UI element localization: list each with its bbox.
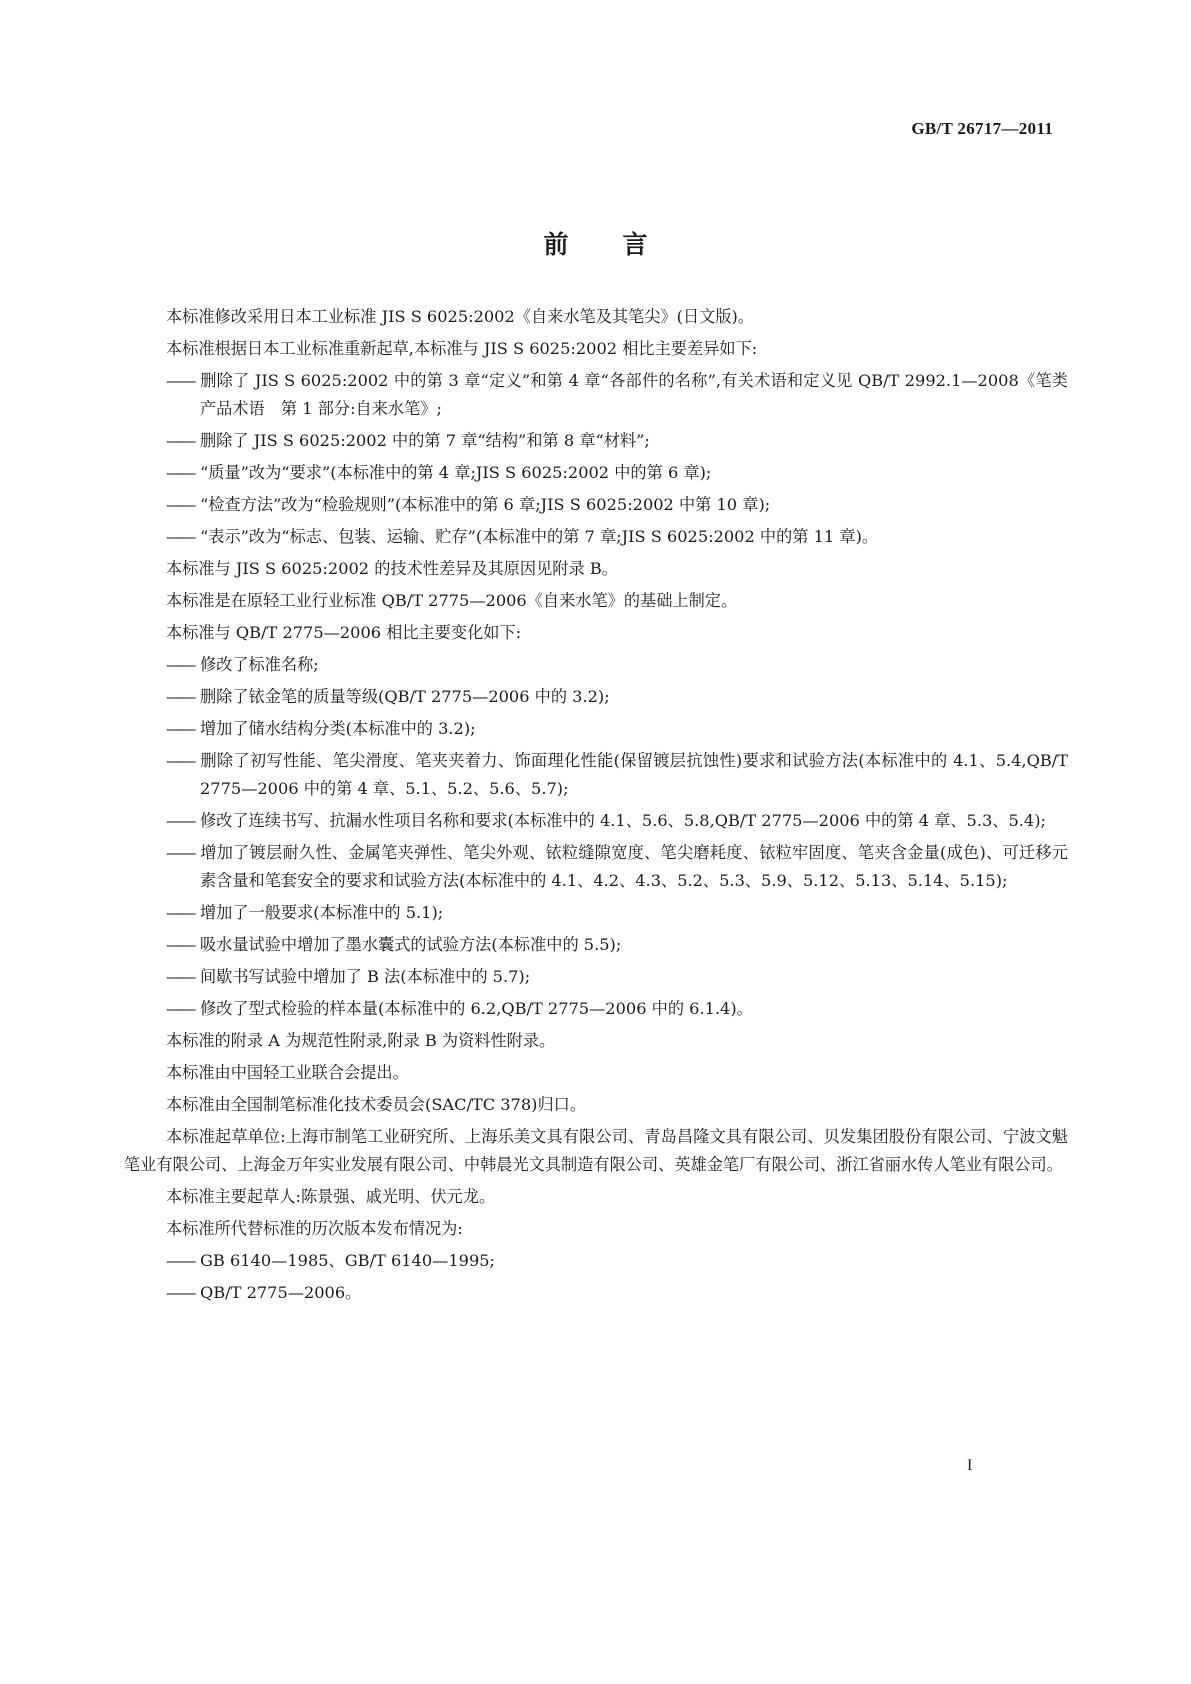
paragraph: 本标准主要起草人:陈景强、戚光明、伏元龙。	[166, 1187, 496, 1206]
paragraph: 本标准与 JIS S 6025:2002 的技术性差异及其原因见附录 B。	[166, 559, 618, 578]
dash-marker: ——	[166, 1251, 195, 1270]
list-item-text: 删除了铱金笔的质量等级(QB/T 2775—2006 中的 3.2);	[200, 687, 610, 706]
paragraph: 本标准由全国制笔标准化技术委员会(SAC/TC 378)归口。	[166, 1095, 587, 1114]
paragraph: 本标准修改采用日本工业标准 JIS S 6025:2002《自来水笔及其笔尖》(日文版)。	[166, 307, 755, 326]
paragraph: 本标准根据日本工业标准重新起草,本标准与 JIS S 6025:2002 相比主要差异如下:	[166, 339, 758, 358]
paragraph: 本标准起草单位:上海市制笔工业研究所、上海乐美文具有限公司、青岛昌隆文具有限公司、贝发集团股份有限公司、宁波文魁笔业有限公司、上海金万年实业发展有限公司、中韩晨光文具制造有限公司、英雄金笔厂有限公司、浙江省丽水传人笔业有限公司。	[124, 1127, 1068, 1174]
list-item	[124, 899, 1068, 927]
title-char-2: 言	[622, 230, 648, 259]
list-item	[124, 1279, 1068, 1307]
dash-marker: ——	[166, 687, 195, 706]
dash-marker: ——	[166, 431, 195, 450]
list-item-text: 删除了 JIS S 6025:2002 中的第 3 章“定义”和第 4 章“各部件的名称”,有关术语和定义见 QB/T 2992.1—2008《笔类产品术语 第 1 部分:自来水笔》;	[200, 371, 1068, 418]
list-item	[124, 1247, 1068, 1275]
list-item	[124, 715, 1068, 743]
dash-marker: ——	[166, 903, 195, 922]
list-item-text: “检查方法”改为“检验规则”(本标准中的第 6 章;JIS S 6025:2002 中第 10 章);	[200, 495, 771, 514]
paragraph: 本标准是在原轻工业行业标准 QB/T 2775—2006《自来水笔》的基础上制定。	[166, 591, 738, 610]
title-char-1: 前	[543, 230, 569, 259]
list-item	[124, 491, 1068, 519]
list-item-text: 修改了标准名称;	[200, 655, 319, 674]
list-item	[124, 523, 1068, 551]
paragraph: 本标准由中国轻工业联合会提出。	[166, 1063, 409, 1082]
list-item	[124, 995, 1068, 1023]
dash-marker: ——	[166, 843, 195, 862]
dash-marker: ——	[166, 719, 195, 738]
paragraph: 本标准的附录 A 为规范性附录,附录 B 为资料性附录。	[166, 1031, 556, 1050]
list-item	[124, 747, 1068, 803]
list-item-text: 增加了储水结构分类(本标准中的 3.2);	[200, 719, 476, 738]
list-item-text: GB 6140—1985、GB/T 6140—1995;	[200, 1251, 495, 1270]
dash-marker: ——	[166, 371, 195, 390]
list-item-text: QB/T 2775—2006。	[200, 1283, 362, 1302]
list-item	[124, 367, 1068, 423]
dash-marker: ——	[166, 463, 195, 482]
paragraph: 本标准所代替标准的历次版本发布情况为:	[166, 1219, 463, 1238]
list-item-text: 修改了型式检验的样本量(本标准中的 6.2,QB/T 2775—2006 中的 6.1.4)。	[200, 999, 753, 1018]
page-title	[0, 225, 1191, 261]
dash-marker: ——	[166, 495, 195, 514]
list-item	[124, 459, 1068, 487]
dash-marker: ——	[166, 811, 195, 830]
list-item-text: 增加了镀层耐久性、金属笔夹弹性、笔尖外观、铱粒缝隙宽度、笔尖磨耗度、铱粒牢固度、笔夹含金量(成色)、可迁移元素含量和笔套安全的要求和试验方法(本标准中的 4.1、4.2、4.3、5.2、5.3、5.9、5.12、5.13、5.14、5.15);	[200, 843, 1068, 890]
dash-marker: ——	[166, 655, 195, 674]
dash-marker: ——	[166, 527, 195, 546]
list-item	[124, 963, 1068, 991]
dash-marker: ——	[166, 751, 195, 770]
list-item-text: “表示”改为“标志、包装、运输、贮存”(本标准中的第 7 章;JIS S 6025:2002 中的第 11 章)。	[200, 527, 879, 546]
list-item	[124, 427, 1068, 455]
list-item-text: 删除了初写性能、笔尖滑度、笔夹夹着力、饰面理化性能(保留镀层抗蚀性)要求和试验方法(本标准中的 4.1、5.4,QB/T 2775—2006 中的第 4 章、5.1、5.2、5.6、5.7);	[200, 751, 1068, 798]
list-item-text: 吸水量试验中增加了墨水囊式的试验方法(本标准中的 5.5);	[200, 935, 622, 954]
list-item-text: 删除了 JIS S 6025:2002 中的第 7 章“结构”和第 8 章“材料”;	[200, 431, 650, 450]
list-item-text: 增加了一般要求(本标准中的 5.1);	[200, 903, 444, 922]
list-item	[124, 931, 1068, 959]
list-item	[124, 651, 1068, 679]
list-item	[124, 839, 1068, 895]
document-number: GB/T 26717—2011	[911, 119, 1053, 138]
dash-marker: ——	[166, 967, 195, 986]
page-number: I	[967, 1457, 973, 1474]
foreword-body	[124, 303, 1068, 1311]
list-item-text: 修改了连续书写、抗漏水性项目名称和要求(本标准中的 4.1、5.6、5.8,QB/T 2775—2006 中的第 4 章、5.3、5.4);	[200, 811, 1046, 830]
dash-marker: ——	[166, 1283, 195, 1302]
list-item	[124, 683, 1068, 711]
list-item	[124, 807, 1068, 835]
list-item-text: “质量”改为“要求”(本标准中的第 4 章;JIS S 6025:2002 中的第 6 章);	[200, 463, 712, 482]
list-item-text: 间歇书写试验中增加了 B 法(本标准中的 5.7);	[200, 967, 531, 986]
dash-marker: ——	[166, 999, 195, 1018]
paragraph: 本标准与 QB/T 2775—2006 相比主要变化如下:	[166, 623, 522, 642]
dash-marker: ——	[166, 935, 195, 954]
